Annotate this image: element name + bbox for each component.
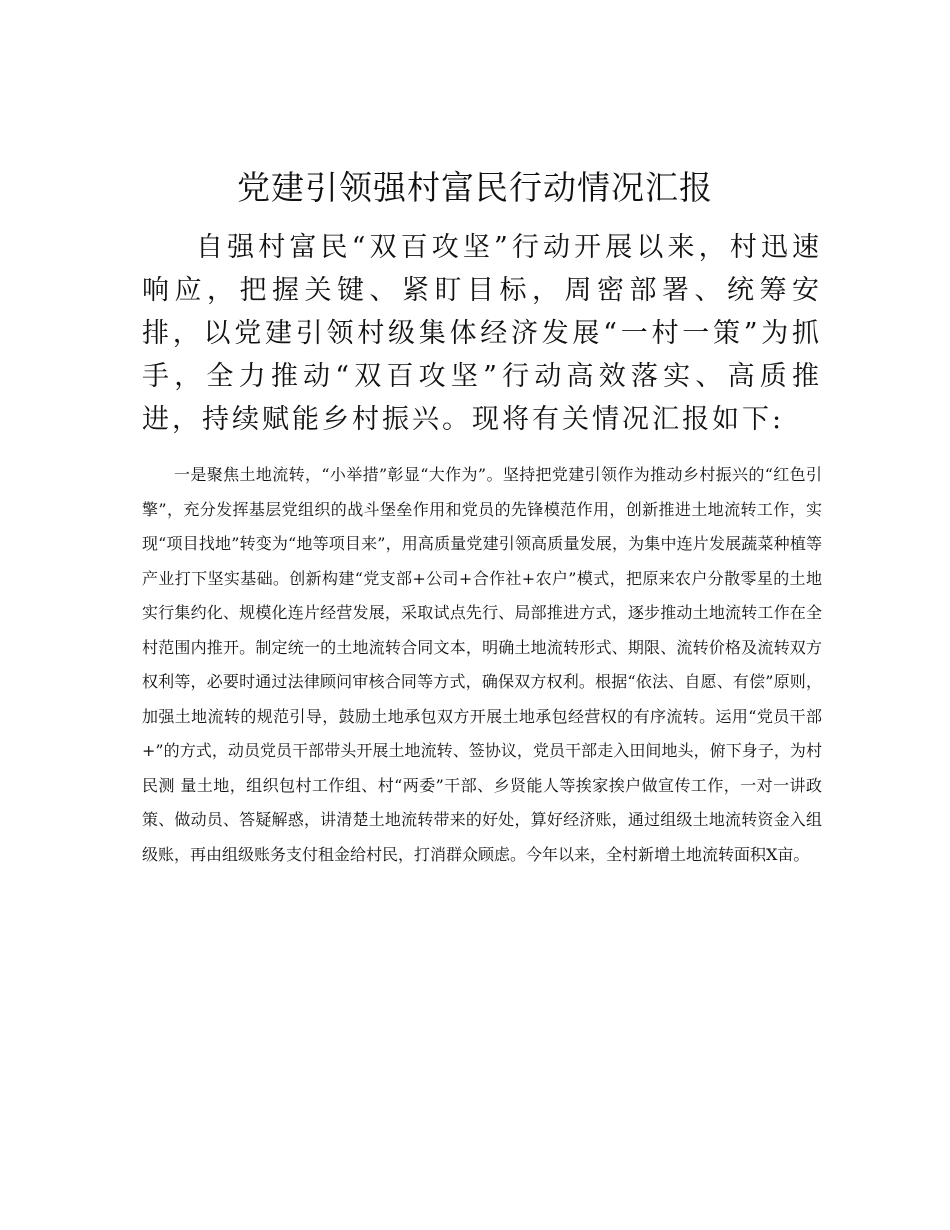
intro-paragraph: 自强村富民“双百攻坚”行动开展以来，村迅速响应，把握关键、紧盯目标，周密部署、统筹安排，以党建引领村级集体经济发展“一村一策”为抓手，全力推动“双百攻坚”行动高效落实、高质推进，持续赋能乡村振兴。现将有关情况汇报如下:	[142, 232, 822, 435]
document-title: 党建引领强村富民行动情况汇报	[237, 168, 713, 207]
body-paragraph-land-transfer: 一是聚焦土地流转，“小举措”彰显“大作为”。坚持把党建引领作为推动乡村振兴的“红色引擎”，充分发挥基层党组织的战斗堡垒作用和党员的先锋模范作用，创新推进土地流转工作，实现“项目找地”转变为“地等项目来”，用高质量党建引领高质量发展，为集中连片发展蔬菜种植等产业打下坚实基础。创新构建“党支部+公司+合作社+农户”模式，把原来农户分散零星的土地实行集约化、规模化连片经营发展，采取试点先行、局部推进方式，逐步推动土地流转工作在全村范围内推开。制定统一的土地流转合同文本，明确土地流转形式、期限、流转价格及流转双方权利等，必要时通过法律顾问审核合同等方式，确保双方权利。根据“依法、自愿、有偿”原则，加强土地流转的规范引导，鼓励土地承包双方开展土地承包经营权的有序流转。运用“党员干部+”的方式，动员党员干部带头开展土地流转、签协议，党员干部走入田间地头，俯下身子，为村民测 量土地，组织包村工作组、村“两委”干部、乡贤能人等挨家挨户做宣传工作，一对一讲政策、做动员、答疑解惑，讲清楚土地流转带来的好处，算好经济账，通过组级土地流转资金入组级账，再由组级账务支付租金给村民，打消群众顾虑。今年以来，全村新增土地流转面积X亩。	[142, 465, 822, 864]
